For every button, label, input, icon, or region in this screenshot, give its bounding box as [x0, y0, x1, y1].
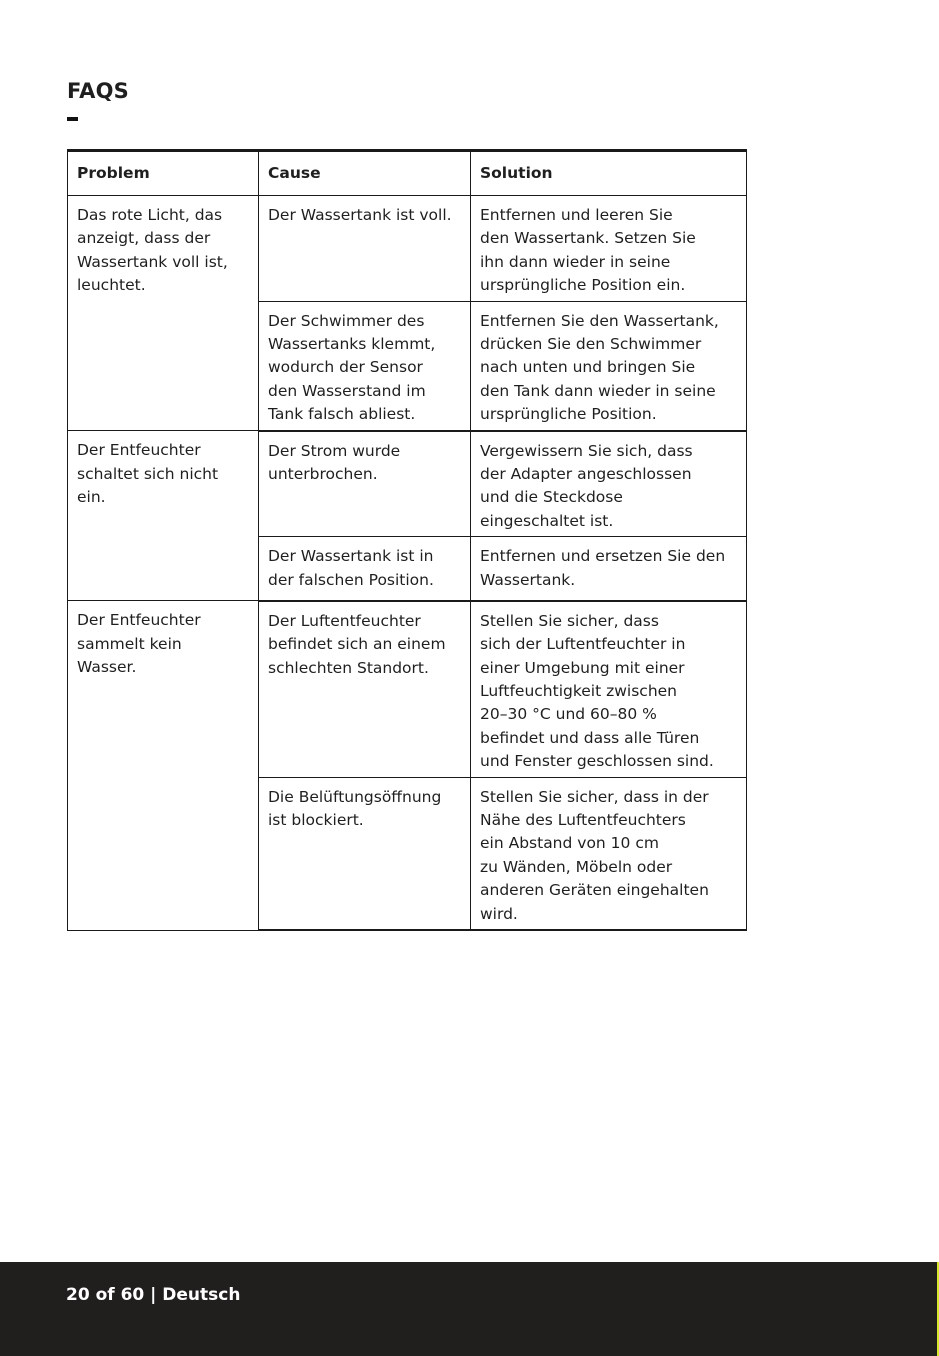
title-underline-dash [67, 117, 78, 121]
cause-cell: Die Belüftungsöffnung ist blockiert. [259, 777, 471, 930]
table-header-row [68, 151, 747, 196]
solution-cell: Stellen Sie sicher, dass sich der Luftentfeuchter in einer Umgebung mit einer Luftfeuchtigkeit zwischen 20–30 °C und 60–80 % befindet und dass alle Türen und Fenster geschlossen sind. [471, 601, 747, 777]
cause-cell: Der Schwimmer des Wassertanks klemmt, wodurch der Sensor den Wasserstand im Tank falsch abliest. [259, 301, 471, 431]
page-footer [0, 1262, 939, 1356]
header-problem: Problem [68, 151, 259, 196]
header-cause: Cause [259, 151, 471, 196]
table-row [68, 431, 747, 537]
problem-cell: Der Entfeuchter schaltet sich nicht ein. [68, 431, 259, 601]
faq-table [67, 149, 747, 931]
solution-cell: Stellen Sie sicher, dass in der Nähe des Luftentfeuchters ein Abstand von 10 cm zu Wänden, Möbeln oder anderen Geräten eingehalten wird. [471, 777, 747, 930]
page-title: FAQS [67, 79, 129, 103]
cause-cell: Der Luftentfeuchter befindet sich an einem schlechten Standort. [259, 601, 471, 777]
table-row [68, 196, 747, 302]
cause-cell: Der Wassertank ist in der falschen Position. [259, 537, 471, 601]
table-row [68, 601, 747, 777]
problem-cell: Der Entfeuchter sammelt kein Wasser. [68, 601, 259, 930]
cause-cell: Der Strom wurde unterbrochen. [259, 431, 471, 537]
cause-cell: Der Wassertank ist voll. [259, 196, 471, 302]
problem-cell: Das rote Licht, das anzeigt, dass der Wassertank voll ist, leuchtet. [68, 196, 259, 431]
header-solution: Solution [471, 151, 747, 196]
solution-cell: Entfernen und ersetzen Sie den Wassertank. [471, 537, 747, 601]
solution-cell: Entfernen und leeren Sie den Wassertank. Setzen Sie ihn dann wieder in seine ursprüngliche Position ein. [471, 196, 747, 302]
solution-cell: Vergewissern Sie sich, dass der Adapter angeschlossen und die Steckdose eingeschaltet ist. [471, 431, 747, 537]
solution-cell: Entfernen Sie den Wassertank, drücken Sie den Schwimmer nach unten und bringen Sie den Tank dann wieder in seine ursprüngliche Position. [471, 301, 747, 431]
page-number-language: 20 of 60 | Deutsch [66, 1285, 241, 1305]
